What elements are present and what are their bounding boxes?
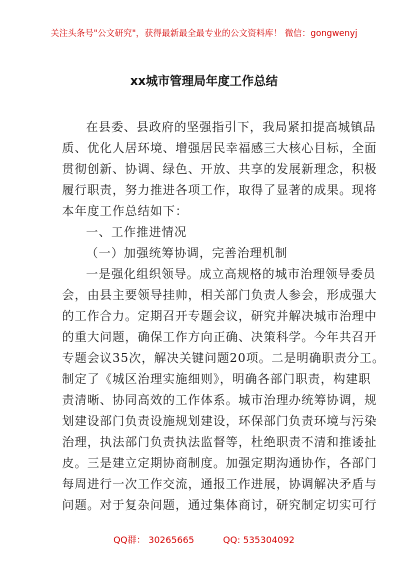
body-line: 贯彻创新、协调、绿色、开放、共享的发展新理念，积极 [62,162,378,176]
body-line: （一）加强统筹协调，完善治理机制 [86,246,288,260]
body-line: 制定了《城区治理实施细则》，明确各部门职责，构建职 [62,372,372,386]
body-line: 每周进行一次工作交流，通报工作进展，协调解决矛盾与 [62,477,378,491]
footer-qq-number: QQ: 535304092 [223,536,295,546]
document-title: xx城市管理局年度工作总结 [130,74,278,88]
body-line: 一、工作推进情况 [86,225,187,239]
body-line: 皮。三是建立定期协商制度。加强定期沟通协作，各部门 [62,456,378,470]
header-note: 关注头条号"公文研究"，获得最新最全最专业的公文资料库！ 微信：gongwenyj [50,29,358,39]
body-line: 本年度工作总结如下： [62,204,189,218]
body-line: 的工作合力。定期召开专题会议，研究并解决城市治理中 [62,309,378,323]
body-line: 专题会议35次，解决关键问题20项。二是明确职责分工。 [62,351,385,365]
body-line: 质、优化人居环境、增强居民幸福感三大核心目标，全面 [62,141,378,155]
body-line: 在县委、县政府的坚强指引下，我局紧扣提高城镇品 [86,120,376,134]
body-line: 划建设部门负责设施规划建设，环保部门负责环境与污染 [62,414,378,428]
body-line: 履行职责，努力推进各项工作，取得了显著的成果。现将 [62,183,378,197]
footer-qq-group: QQ群： 30265665 [113,536,195,546]
body-line: 一是强化组织领导。成立高规格的城市治理领导委员 [86,267,376,281]
footer-contact [0,533,408,546]
document-body [62,117,385,516]
body-line: 治理，执法部门负责执法监督等，杜绝职责不清和推诿扯 [62,435,378,449]
body-line: 的重大问题，确保工作方向正确、决策科学。今年共召开 [62,330,378,344]
body-line: 问题。对于复杂问题，通过集体商讨，研究制定切实可行 [62,498,378,512]
body-line: 会，由县主要领导挂帅，相关部门负责人参会，形成强大 [62,288,378,302]
body-line: 责清晰、协同高效的工作体系。城市治理办统筹协调，规 [62,393,378,407]
